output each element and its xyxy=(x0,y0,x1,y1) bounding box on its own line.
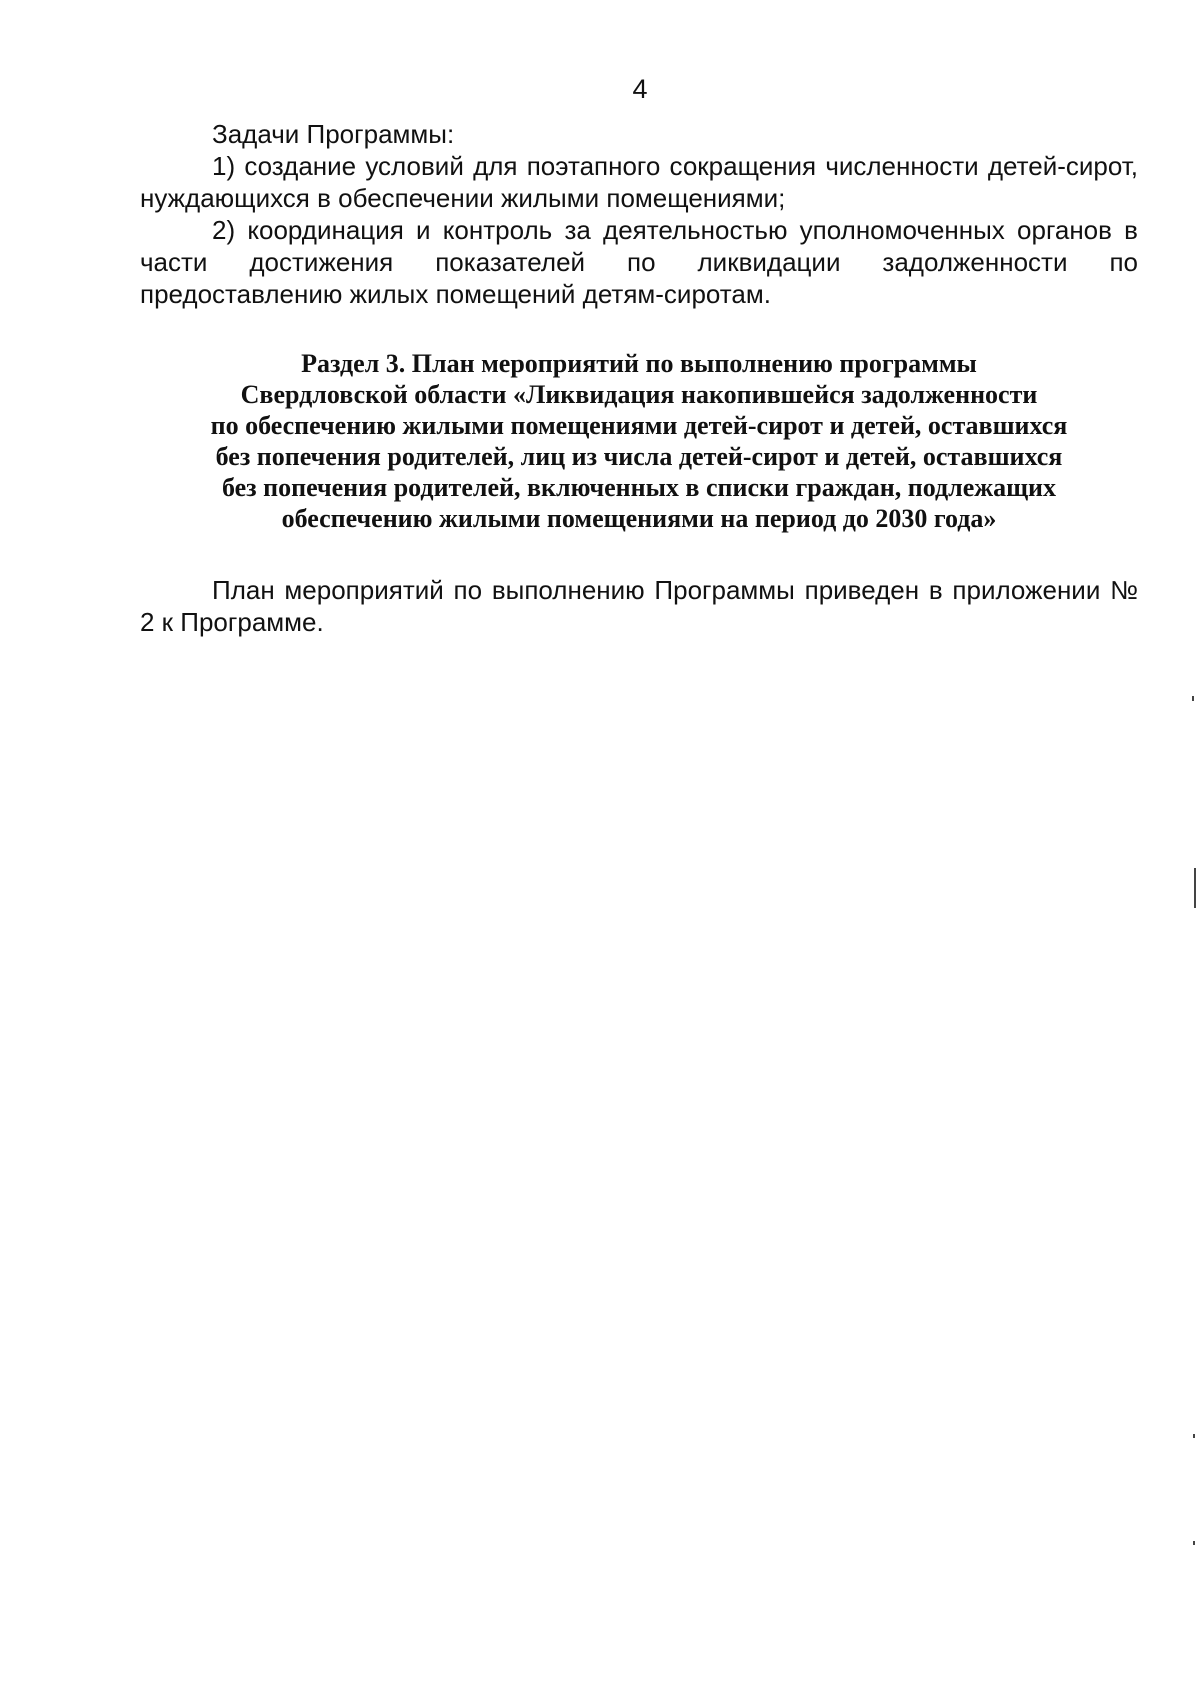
section-heading-line: без попечения родителей, лиц из числа детей-сирот и детей, оставшихся xyxy=(215,442,1063,471)
page-content xyxy=(140,118,1138,638)
scan-artifact xyxy=(1192,696,1194,701)
section-body-text: План мероприятий по выполнению Программы приведен в приложении № 2 к Программе. xyxy=(140,575,1138,637)
section-heading-line: без попечения родителей, включенных в списки граждан, подлежащих xyxy=(221,473,1057,502)
scan-artifact xyxy=(1193,1541,1195,1545)
page-number: 4 xyxy=(632,74,648,104)
tasks-intro: Задачи Программы: xyxy=(212,119,455,149)
section-heading-line: Раздел 3. План мероприятий по выполнению программы xyxy=(301,349,977,378)
task-item-1: 1) создание условий для поэтапного сокращения численности детей-сирот, нуждающихся в обеспечении жилыми помещениями; xyxy=(140,151,1138,213)
section-heading-line: Свердловской области «Ликвидация накопившейся задолженности xyxy=(240,380,1038,409)
task-item-2: 2) координация и контроль за деятельностью уполномоченных органов в части достижения показателей по ликвидации задолженности по предоставлению жилых помещений детям-сиротам. xyxy=(140,215,1138,309)
section-heading xyxy=(140,348,1138,534)
spacer xyxy=(140,534,1138,574)
section-heading-line: обеспечению жилыми помещениями на период до 2030 года» xyxy=(281,504,997,533)
section-heading-line: по обеспечению жилыми помещениями детей-сирот и детей, оставшихся xyxy=(210,411,1068,440)
scan-artifact xyxy=(1194,868,1196,908)
spacer xyxy=(140,310,1138,348)
scan-artifact xyxy=(1193,1434,1195,1438)
